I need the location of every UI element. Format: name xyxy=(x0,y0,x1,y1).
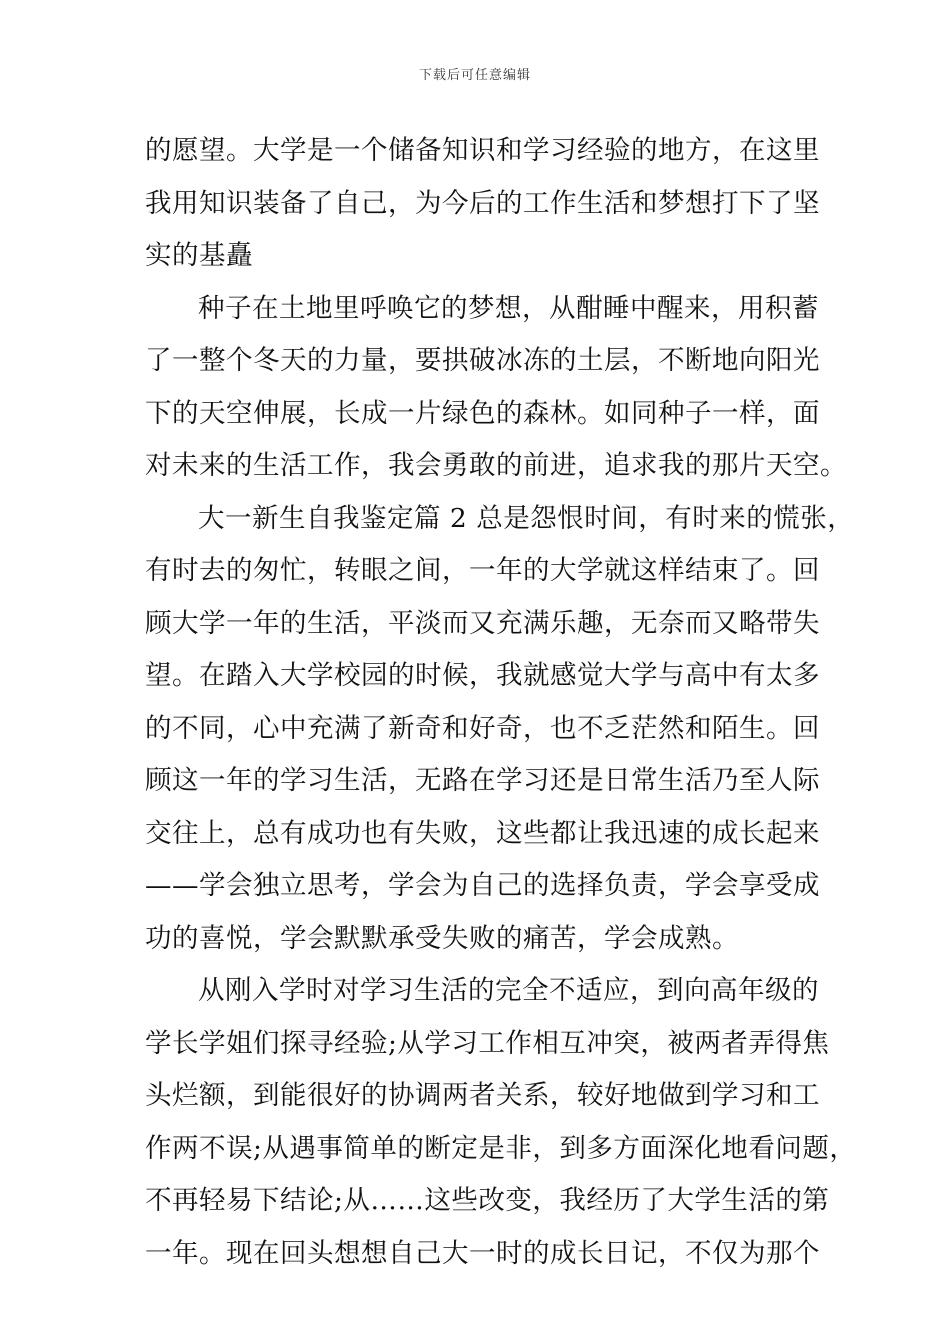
document-body xyxy=(145,125,857,1280)
text-line: 了一整个冬天的力量，要拱破冰冻的土层，不断地向阳光 xyxy=(145,345,820,376)
page-header: 下载后可任意编辑 xyxy=(418,68,531,83)
paragraph-start-line: 大一新生自我鉴定篇 2 总是怨恨时间，有时来的慌张， xyxy=(198,502,855,534)
text-line: 对未来的生活工作，我会勇敢的前进，追求我的那片天空。 xyxy=(145,450,847,481)
text-line: 的不同，心中充满了新奇和好奇，也不乏茫然和陌生。回 xyxy=(145,712,820,744)
text-line: 顾大学一年的生活，平淡而又充满乐趣，无奈而又略带失 xyxy=(145,607,820,639)
text-line: 有时去的匆忙，转眼之间，一年的大学就这样结束了。回 xyxy=(145,555,820,586)
paragraph-start-line: 种子在土地里呼唤它的梦想，从酣睡中醒来，用积蓄 xyxy=(198,292,819,324)
text-line: 学长学姐们探寻经验;从学习工作相互冲突，被两者弄得焦 xyxy=(145,1027,830,1059)
text-line: 下的天空伸展，长成一片绿色的森林。如同种子一样，面 xyxy=(145,397,820,429)
text-line: 作两不误;从遇事简单的断定是非，到多方面深化地看问题， xyxy=(145,1132,857,1164)
text-line: 我用知识装备了自己，为今后的工作生活和梦想打下了坚 xyxy=(145,187,820,219)
text-line: 一年。现在回头想想自己大一时的成长日记，不仅为那个 xyxy=(145,1237,820,1269)
text-line: 实的基矗 xyxy=(145,240,253,271)
paragraph-start-line: 从刚入学时对学习生活的完全不适应，到向高年级的 xyxy=(198,975,819,1006)
text-line: 头烂额，到能很好的协调两者关系，较好地做到学习和工 xyxy=(145,1080,820,1111)
text-line: 顾这一年的学习生活，无路在学习还是日常生活乃至人际 xyxy=(145,765,820,796)
text-line: 望。在踏入大学校园的时候，我就感觉大学与高中有太多 xyxy=(145,660,820,691)
text-line: 的愿望。大学是一个储备知识和学习经验的地方，在这里 xyxy=(145,135,820,166)
text-line: 不再轻易下结论;从……这些改变，我经历了大学生活的第 xyxy=(145,1185,830,1216)
text-line: ——学会独立思考，学会为自己的选择负责，学会享受成 xyxy=(145,870,820,901)
text-line: 功的喜悦，学会默默承受失败的痛苦，学会成熟。 xyxy=(145,922,739,954)
text-line: 交往上，总有成功也有失败，这些都让我迅速的成长起来 xyxy=(145,817,820,849)
